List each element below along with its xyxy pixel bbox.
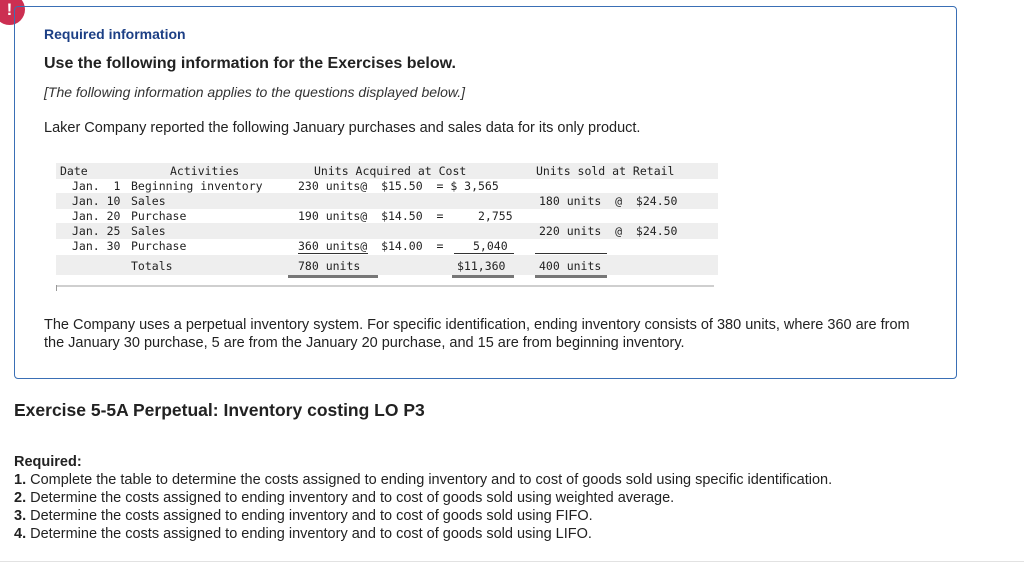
cost-underline: [454, 253, 514, 254]
required-information-heading: Required information: [44, 26, 186, 42]
applies-note: [The following information applies to the questions displayed below.]: [44, 84, 466, 100]
header-units-acquired: Units Acquired at Cost: [314, 164, 467, 178]
units-underline: [298, 253, 368, 254]
table-bottom-rule: [56, 285, 714, 287]
units-double-underline: [288, 275, 378, 278]
alert-icon: !: [0, 0, 25, 25]
required-item: [14, 489, 1014, 507]
sold-double-underline: [535, 275, 607, 278]
required-item: [14, 525, 1014, 543]
header-activities: Activities: [170, 164, 240, 178]
row-sold: 220 units @ $24.50: [539, 224, 678, 238]
header-date: Date: [60, 164, 88, 178]
perpetual-system-note: The Company uses a perpetual inventory system. For specific identification, ending inventory consists of 380 units, where 360 are from the January 30 purchase, 5 are from the January 20 purchase, and 15 are from beginning inventory.: [44, 317, 910, 351]
row-date: Jan. 20: [72, 209, 121, 223]
required-item-text: Determine the costs assigned to ending inventory and to cost of goods sold using FIFO.: [30, 508, 593, 524]
row-activity: Sales: [131, 224, 166, 238]
row-date: Jan. 25: [72, 224, 121, 238]
required-item-number: 4.: [14, 526, 27, 542]
page-bottom-divider: [0, 561, 1024, 562]
row-activity: Beginning inventory: [131, 179, 263, 193]
required-item: [14, 507, 1014, 525]
required-section: [14, 453, 1014, 543]
row-sold: 180 units @ $24.50: [539, 194, 678, 208]
totals-cost: $11,360: [457, 259, 506, 273]
required-label: Required:: [14, 454, 82, 470]
header-units-sold: Units sold at Retail: [536, 164, 675, 178]
required-item-number: 2.: [14, 490, 27, 506]
required-item-number: 3.: [14, 508, 27, 524]
sold-underline: [535, 253, 607, 254]
exercise-intro-heading: Use the following information for the Exercises below.: [44, 55, 456, 72]
row-activity: Sales: [131, 194, 166, 208]
row-date: Jan. 1: [72, 179, 121, 193]
row-activity: Purchase: [131, 209, 187, 223]
row-acquired-total: 5,040: [473, 239, 508, 253]
row-date: Jan. 10: [72, 194, 121, 208]
required-item-text: Determine the costs assigned to ending inventory and to cost of goods sold using LIFO.: [30, 526, 592, 542]
required-item-number: 1.: [14, 472, 27, 488]
totals-sold: 400 units: [539, 259, 602, 273]
cost-double-underline: [452, 275, 514, 278]
totals-units: 780 units: [298, 259, 361, 273]
row-acquired: 190 units@ $14.50 = 2,755: [298, 209, 513, 223]
totals-label: Totals: [131, 259, 173, 273]
inventory-table: [44, 162, 714, 292]
row-activity: Purchase: [131, 239, 187, 253]
required-item: [14, 471, 1014, 489]
required-item-text: Determine the costs assigned to ending inventory and to cost of goods sold using weighted average.: [30, 490, 675, 506]
row-acquired: 360 units@ $14.00 =: [298, 239, 444, 253]
table-bottom-tick: [56, 285, 57, 291]
row-acquired: 230 units@ $15.50 = $ 3,565: [298, 179, 499, 193]
required-item-text: Complete the table to determine the costs assigned to ending inventory and to cost of goods sold using specific identification.: [30, 472, 833, 488]
company-intro-text: Laker Company reported the following January purchases and sales data for its only product.: [44, 120, 641, 136]
row-date: Jan. 30: [72, 239, 121, 253]
exercise-title: Exercise 5-5A Perpetual: Inventory costing LO P3: [14, 400, 425, 420]
